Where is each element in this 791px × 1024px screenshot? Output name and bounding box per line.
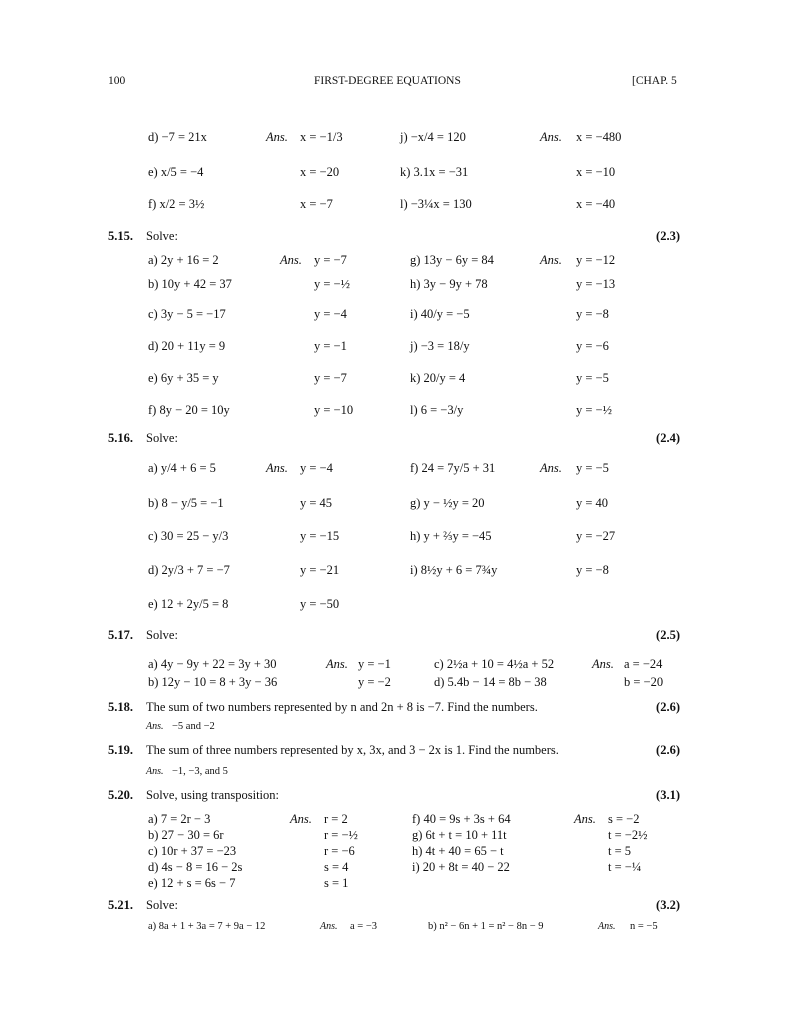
ans-label: Ans. xyxy=(146,721,164,732)
problem-number: 5.21. xyxy=(108,898,133,912)
section-reference: (2.3) xyxy=(656,229,680,243)
ans-label: Ans. xyxy=(266,461,288,475)
answer: y = −7 xyxy=(314,253,347,267)
problem-item: i) 40/y = −5 xyxy=(410,307,470,321)
problem-item: f) 24 = 7y/5 + 31 xyxy=(410,461,496,475)
answer: x = −7 xyxy=(300,197,333,211)
answer: y = −5 xyxy=(576,371,609,385)
answer: r = 2 xyxy=(324,812,348,826)
problem-item: d) 20 + 11y = 9 xyxy=(148,339,226,353)
problem-item: d) 5.4b − 14 = 8b − 38 xyxy=(434,675,547,689)
answer: y = −2 xyxy=(358,675,391,689)
problem-prompt: Solve: xyxy=(146,628,178,642)
problem-item: b) 10y + 42 = 37 xyxy=(148,277,232,291)
answer: y = −7 xyxy=(314,371,347,385)
problem-number: 5.20. xyxy=(108,788,133,802)
answer: y = −50 xyxy=(300,597,340,611)
problem-item: a) 2y + 16 = 2 xyxy=(148,253,219,267)
problem-item: c) 10r + 37 = −23 xyxy=(148,844,237,858)
problem-item: a) 7 = 2r − 3 xyxy=(148,812,211,826)
problem-item: d) 2y/3 + 7 = −7 xyxy=(148,563,230,577)
answer: y = −13 xyxy=(576,277,616,291)
answer: b = −20 xyxy=(624,675,664,689)
ans-label: Ans. xyxy=(326,657,348,671)
answer: x = −40 xyxy=(576,197,616,211)
answer: r = −½ xyxy=(324,828,358,842)
problem-item: e) x/5 = −4 xyxy=(148,165,204,179)
answer: y = 45 xyxy=(300,496,333,510)
problem-item: f) x/2 = 3½ xyxy=(148,197,205,211)
problem-item: d) 4s − 8 = 16 − 2s xyxy=(148,860,243,874)
answer: y = −12 xyxy=(576,253,616,267)
answer: y = −4 xyxy=(314,307,347,321)
section-reference: (3.1) xyxy=(656,788,680,802)
problem-prompt: Solve: xyxy=(146,898,178,912)
section-reference: (2.6) xyxy=(656,743,680,757)
problem-item: l) 6 = −3/y xyxy=(410,403,464,417)
ans-label: Ans. xyxy=(598,921,616,932)
problem-item: g) y − ½y = 20 xyxy=(410,496,485,510)
problem-number: 5.17. xyxy=(108,628,133,642)
ans-label: Ans. xyxy=(574,812,596,826)
problem-item: h) y + ⅔y = −45 xyxy=(410,529,492,543)
page-number: 100 xyxy=(108,75,126,87)
section-reference: (3.2) xyxy=(656,898,680,912)
problem-item: e) 6y + 35 = y xyxy=(148,371,219,385)
problem-number: 5.16. xyxy=(108,431,133,445)
problem-item: d) −7 = 21x xyxy=(148,130,207,144)
problem-item: i) 20 + 8t = 40 − 22 xyxy=(412,860,510,874)
problem-number: 5.18. xyxy=(108,700,133,714)
ans-label: Ans. xyxy=(592,657,614,671)
problem-item: e) 12 + 2y/5 = 8 xyxy=(148,597,229,611)
problem-prompt: Solve: xyxy=(146,229,178,243)
answer: t = −¼ xyxy=(608,860,642,874)
chapter-label: [CHAP. 5 xyxy=(632,75,677,87)
ans-label: Ans. xyxy=(290,812,312,826)
problem-item: h) 3y − 9y + 78 xyxy=(410,277,488,291)
answer: y = −21 xyxy=(300,563,340,577)
problem-item: c) 30 = 25 − y/3 xyxy=(148,529,229,543)
answer: s = 4 xyxy=(324,860,349,874)
answer: a = −24 xyxy=(624,657,663,671)
problem-item: h) 4t + 40 = 65 − t xyxy=(412,844,504,858)
answer: s = −2 xyxy=(608,812,640,826)
problem-item: i) 8½y + 6 = 7¾y xyxy=(410,563,498,577)
problem-item: b) 8 − y/5 = −1 xyxy=(148,496,224,510)
problem-item: c) 3y − 5 = −17 xyxy=(148,307,226,321)
problem-item: f) 8y − 20 = 10y xyxy=(148,403,230,417)
running-title: FIRST-DEGREE EQUATIONS xyxy=(314,75,461,87)
problem-item: e) 12 + s = 6s − 7 xyxy=(148,876,236,890)
section-reference: (2.4) xyxy=(656,431,680,445)
answer: s = 1 xyxy=(324,876,349,890)
answer: n = −5 xyxy=(630,921,658,932)
ans-label: Ans. xyxy=(280,253,302,267)
ans-label: Ans. xyxy=(540,461,562,475)
answer: y = −27 xyxy=(576,529,616,543)
answer: t = −2½ xyxy=(608,828,648,842)
problem-item: b) 12y − 10 = 8 + 3y − 36 xyxy=(148,675,278,689)
answer: y = −15 xyxy=(300,529,340,543)
answer: a = −3 xyxy=(350,921,378,932)
problem-item: a) 4y − 9y + 22 = 3y + 30 xyxy=(148,657,277,671)
answer: r = −6 xyxy=(324,844,355,858)
problem-item: g) 13y − 6y = 84 xyxy=(410,253,494,267)
answer: −5 and −2 xyxy=(172,721,215,732)
answer: y = −½ xyxy=(576,403,612,417)
problem-item: b) 27 − 30 = 6r xyxy=(148,828,224,842)
problem-item: b) n² − 6n + 1 = n² − 8n − 9 xyxy=(428,921,544,932)
problem-item: c) 2½a + 10 = 4½a + 52 xyxy=(434,657,555,671)
problem-item: f) 40 = 9s + 3s + 64 xyxy=(412,812,511,826)
problem-item: k) 20/y = 4 xyxy=(410,371,466,385)
answer: y = −4 xyxy=(300,461,333,475)
answer: x = −1/3 xyxy=(300,130,343,144)
answer: y = −6 xyxy=(576,339,609,353)
answer: y = −8 xyxy=(576,563,609,577)
problem-number: 5.15. xyxy=(108,229,133,243)
section-reference: (2.5) xyxy=(656,628,680,642)
ans-label: Ans. xyxy=(540,253,562,267)
ans-label: Ans. xyxy=(146,766,164,777)
answer: y = −1 xyxy=(358,657,391,671)
ans-label: Ans. xyxy=(266,130,288,144)
answer: y = −8 xyxy=(576,307,609,321)
problem-prompt: Solve: xyxy=(146,431,178,445)
problem-text: The sum of two numbers represented by n and 2n + 8 is −7. Find the numbers. xyxy=(146,700,538,714)
answer: y = −5 xyxy=(576,461,609,475)
section-reference: (2.6) xyxy=(656,700,680,714)
problem-item: a) 8a + 1 + 3a = 7 + 9a − 12 xyxy=(148,921,266,932)
ans-label: Ans. xyxy=(320,921,338,932)
problem-text: The sum of three numbers represented by x, 3x, and 3 − 2x is 1. Find the numbers. xyxy=(146,743,559,757)
problem-item: l) −3¼x = 130 xyxy=(400,197,472,211)
problem-item: a) y/4 + 6 = 5 xyxy=(148,461,216,475)
answer: t = 5 xyxy=(608,844,632,858)
answer: −1, −3, and 5 xyxy=(172,766,228,777)
answer: x = −20 xyxy=(300,165,340,179)
problem-item: j) −x/4 = 120 xyxy=(400,130,466,144)
answer: x = −480 xyxy=(576,130,622,144)
answer: x = −10 xyxy=(576,165,616,179)
problem-prompt: Solve, using transposition: xyxy=(146,788,279,802)
problem-number: 5.19. xyxy=(108,743,133,757)
ans-label: Ans. xyxy=(540,130,562,144)
problem-item: g) 6t + t = 10 + 11t xyxy=(412,828,507,842)
problem-item: k) 3.1x = −31 xyxy=(400,165,469,179)
answer: y = 40 xyxy=(576,496,609,510)
problem-item: j) −3 = 18/y xyxy=(410,339,470,353)
answer: y = −1 xyxy=(314,339,347,353)
answer: y = −10 xyxy=(314,403,354,417)
answer: y = −½ xyxy=(314,277,350,291)
